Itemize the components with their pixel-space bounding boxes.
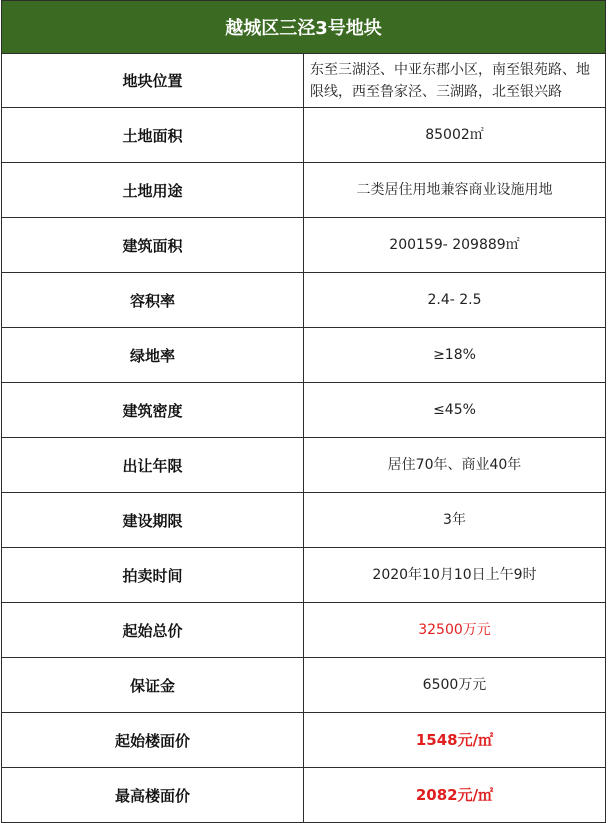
row-value-green-ratio: ≥18%	[304, 328, 606, 383]
row-value-plot-ratio: 2.4- 2.5	[304, 273, 606, 328]
row-value-land-use: 二类居住用地兼容商业设施用地	[304, 163, 606, 218]
row-label-deposit: 保证金	[2, 658, 304, 713]
table-title: 越城区三泾3号地块	[2, 1, 606, 54]
row-label-lease-term: 出让年限	[2, 438, 304, 493]
table-row	[2, 218, 606, 273]
row-value-lease-term: 居住70年、商业40年	[304, 438, 606, 493]
table-row	[2, 163, 606, 218]
row-label-location: 地块位置	[2, 54, 304, 108]
row-value-building-density: ≤45%	[304, 383, 606, 438]
row-label-floor-area: 建筑面积	[2, 218, 304, 273]
row-value-floor-area: 200159- 209889㎡	[304, 218, 606, 273]
table-row	[2, 493, 606, 548]
table-row	[2, 658, 606, 713]
row-value-location: 东至三湖泾、中亚东郡小区，南至银苑路、地限线，西至鲁家泾、三湖路，北至银兴路	[304, 54, 606, 108]
row-value-starting-floor-price: 1548元/㎡	[304, 713, 606, 768]
table-row	[2, 603, 606, 658]
table-row	[2, 768, 606, 823]
row-value-starting-total: 32500万元	[304, 603, 606, 658]
row-label-land-use: 土地用途	[2, 163, 304, 218]
row-value-deposit: 6500万元	[304, 658, 606, 713]
row-value-auction-time: 2020年10月10日上午9时	[304, 548, 606, 603]
row-label-plot-ratio: 容积率	[2, 273, 304, 328]
land-info-table	[1, 0, 606, 823]
table-row	[2, 54, 606, 108]
row-value-max-floor-price: 2082元/㎡	[304, 768, 606, 823]
table-row	[2, 383, 606, 438]
row-value-build-period: 3年	[304, 493, 606, 548]
table-row	[2, 108, 606, 163]
table-row	[2, 273, 606, 328]
table-row	[2, 438, 606, 493]
row-label-building-density: 建筑密度	[2, 383, 304, 438]
table-row	[2, 548, 606, 603]
table-row	[2, 713, 606, 768]
title-row	[2, 1, 606, 54]
row-label-starting-floor-price: 起始楼面价	[2, 713, 304, 768]
table-row	[2, 328, 606, 383]
row-label-starting-total: 起始总价	[2, 603, 304, 658]
row-label-build-period: 建设期限	[2, 493, 304, 548]
row-label-green-ratio: 绿地率	[2, 328, 304, 383]
row-label-auction-time: 拍卖时间	[2, 548, 304, 603]
row-value-land-area: 85002㎡	[304, 108, 606, 163]
row-label-max-floor-price: 最高楼面价	[2, 768, 304, 823]
row-label-land-area: 土地面积	[2, 108, 304, 163]
